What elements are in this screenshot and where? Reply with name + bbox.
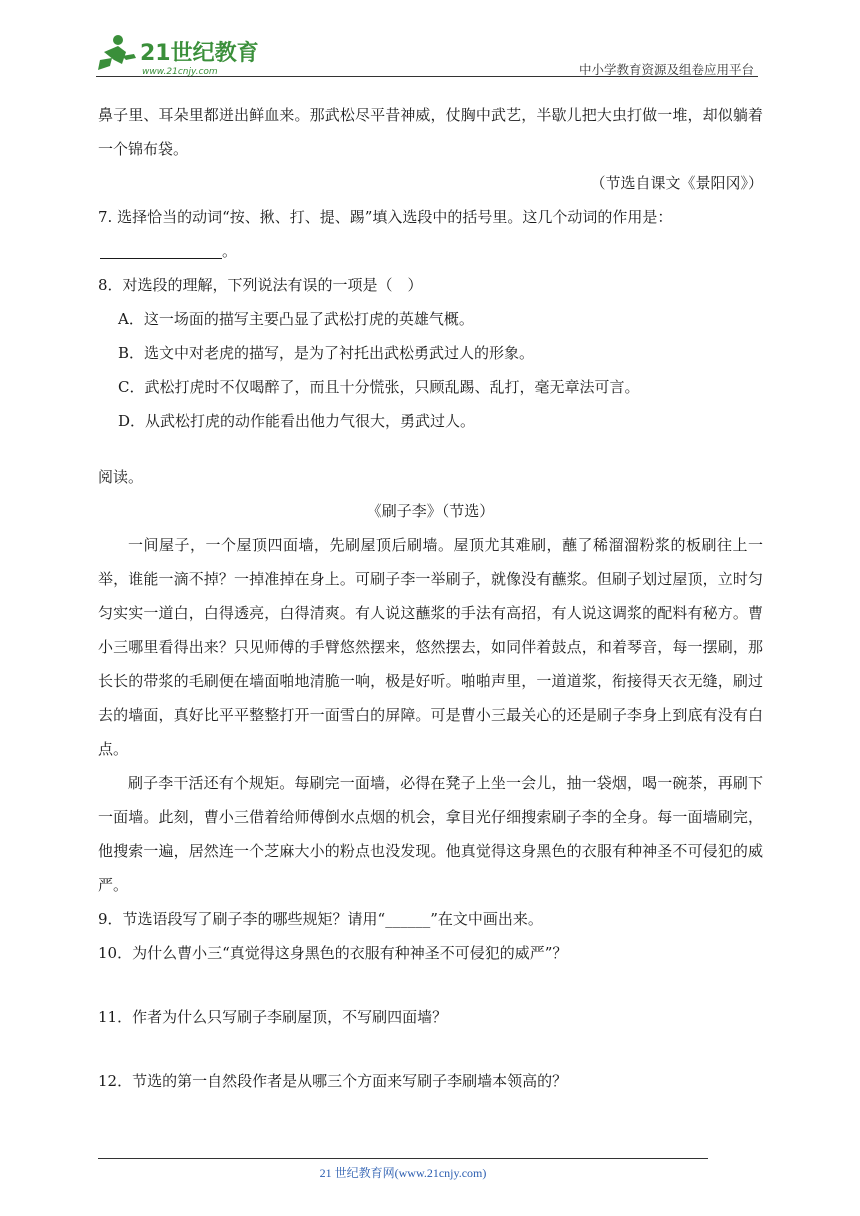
question-7-end: 。 <box>222 242 238 260</box>
passage-text: 鼻子里、耳朵里都迸出鲜血来。那武松尽平昔神威，仗胸中武艺，半歇儿把大虫打做一堆，却似躺着一个锦布袋。 <box>98 106 763 158</box>
option-b: B．选文中对老虎的描写，是为了衬托出武松勇武过人的形象。 <box>118 344 535 362</box>
option-a: A．这一场面的描写主要凸显了武松打虎的英雄气概。 <box>118 310 474 328</box>
answer-blank <box>100 242 222 259</box>
reading-paragraph-2: 刷子李干活还有个规矩。每刷完一面墙，必得在凳子上坐一会儿，抽一袋烟，喝一碗茶，再刷下一面墙。此刻，曹小三借着给师傅倒水点烟的机会，拿目光仔细搜索刷子李的全身。每一面墙刷完，他搜索一遍，居然连一个芝麻大小的粉点也没发现。他真觉得这身黑色的衣服有种神圣不可侵犯的威严。 <box>98 774 763 894</box>
option-d: D．从武松打虎的动作能看出他力气很大，勇武过人。 <box>118 412 476 430</box>
reading-label: 阅读。 <box>98 468 144 486</box>
question-11: 11．作者为什么只写刷子李刷屋顶，不写刷四面墙？ <box>98 1008 448 1026</box>
passage-source: （节选自课文《景阳冈》） <box>590 174 763 192</box>
logo-21cnjy <box>96 30 266 78</box>
platform-name: 中小学教育资源及组卷应用平台 <box>578 62 754 77</box>
question-7 <box>98 200 763 268</box>
document-body <box>98 98 763 1098</box>
question-10: 10．为什么曹小三“真觉得这身黑色的衣服有种神圣不可侵犯的威严”？ <box>98 944 568 962</box>
spacer <box>98 438 763 460</box>
page-header <box>96 30 758 78</box>
svg-text:21世纪教育: 21世纪教育 <box>140 41 259 66</box>
header-divider <box>96 76 758 77</box>
question-8: 8．对选段的理解，下列说法有误的一项是（ ） <box>98 276 423 294</box>
reading-title: 《刷子李》（节选） <box>366 502 495 520</box>
footer-divider <box>98 1158 708 1159</box>
option-c: C．武松打虎时不仅喝醉了，而且十分慌张，只顾乱踢、乱打，毫无章法可言。 <box>118 378 640 396</box>
reading-paragraph-1: 一间屋子，一个屋顶四面墙，先刷屋顶后刷墙。屋顶尤其难刷，蘸了稀溜溜粉浆的板刷往上一举，谁能一滴不掉？一掉准掉在身上。可刷子李一举刷子，就像没有蘸浆。但刷子划过屋顶，立时匀匀实实一道白，白得透亮，白得清爽。有人说这蘸浆的手法有高招，有人说这调浆的配料有秘方。曹小三哪里看得出来？只见师傅的手臂悠然摆来，悠然摆去，如同伴着鼓点，和着琴音，每一摆刷，那长长的带浆的毛刷便在墙面啪地清脆一响，极是好听。啪啪声里，一道道浆，衔接得天衣无缝，刷过去的墙面，真好比平平整整打开一面雪白的屏障。可是曹小三最关心的还是刷子李身上到底有没有白点。 <box>98 536 763 758</box>
answer-space <box>98 970 763 1000</box>
question-12: 12．节选的第一自然段作者是从哪三个方面来写刷子李刷墙本领高的？ <box>98 1072 568 1090</box>
answer-space <box>98 1034 763 1064</box>
question-9: 9．节选语段写了刷子李的哪些规矩？请用“______”在文中画出来。 <box>98 910 543 928</box>
question-7-text: 7. 选择恰当的动词“按、揪、打、提、踢”填入选段中的括号里。这几个动词的作用是： <box>98 208 673 226</box>
footer-text[interactable]: 21 世纪教育网(www.21cnjy.com) <box>319 1166 487 1180</box>
svg-text:www.21cnjy.com: www.21cnjy.com <box>142 67 218 77</box>
